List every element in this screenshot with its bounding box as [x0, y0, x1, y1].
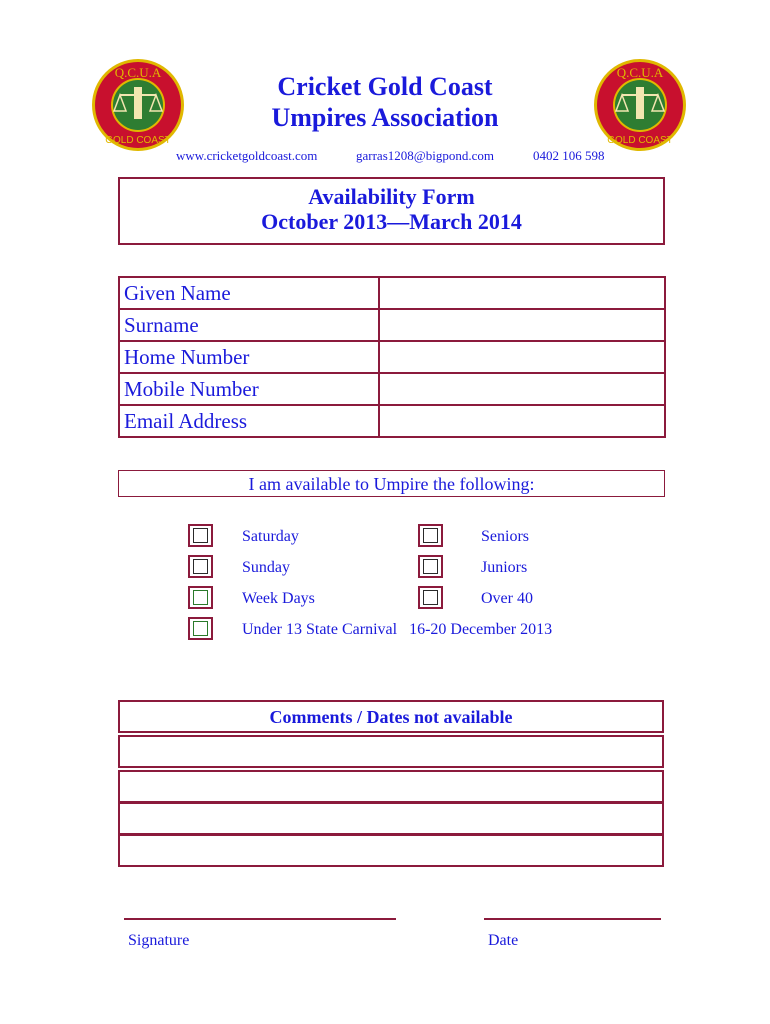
week-days-checkbox[interactable] — [188, 586, 213, 609]
week-days-label: Week Days — [242, 590, 315, 607]
carnival-label: Under 13 State Carnival 16-20 December 2013 — [242, 621, 553, 638]
website-link[interactable]: www.cricketgoldcoast.com — [176, 148, 318, 163]
date-label: Date — [488, 932, 519, 949]
home-number-label: Home Number — [119, 341, 379, 373]
mobile-number-field[interactable] — [379, 373, 665, 405]
comments-heading: Comments / Dates not available — [118, 700, 664, 733]
phone-number: 0402 106 598 — [533, 148, 605, 163]
juniors-checkbox[interactable] — [418, 555, 443, 578]
logo-bottom-text: GOLD COAST — [607, 135, 673, 146]
table-row — [119, 309, 665, 341]
logo-top-text: Q.C.U.A — [114, 65, 162, 80]
juniors-label: Juniors — [481, 559, 528, 576]
availability-heading: I am available to Umpire the following: — [118, 470, 665, 497]
email-address-label: Email Address — [119, 405, 379, 437]
comments-line-1[interactable] — [118, 735, 664, 768]
table-row — [119, 277, 665, 309]
logo-bottom-text: GOLD COAST — [105, 135, 171, 146]
over-40-label: Over 40 — [481, 590, 533, 607]
date-line[interactable] — [484, 918, 661, 920]
table-row — [119, 373, 665, 405]
comments-line-2[interactable] — [118, 770, 664, 803]
email-address-field[interactable] — [379, 405, 665, 437]
form-title-line1: Availability Form — [308, 184, 475, 209]
given-name-field[interactable] — [379, 277, 665, 309]
saturday-label: Saturday — [242, 528, 299, 545]
surname-label: Surname — [119, 309, 379, 341]
table-row — [119, 405, 665, 437]
comments-line-4[interactable] — [118, 834, 664, 867]
table-row — [119, 341, 665, 373]
sunday-label: Sunday — [242, 559, 290, 576]
over-40-checkbox[interactable] — [418, 586, 443, 609]
org-title-line1: Cricket Gold Coast — [277, 72, 493, 101]
org-title-line2: Umpires Association — [271, 103, 499, 132]
saturday-checkbox[interactable] — [188, 524, 213, 547]
form-title-box — [118, 177, 665, 245]
personal-details-table — [118, 276, 666, 438]
carnival-checkbox[interactable] — [188, 617, 213, 640]
seniors-checkbox[interactable] — [418, 524, 443, 547]
seniors-label: Seniors — [481, 528, 529, 545]
email-link[interactable]: garras1208@bigpond.com — [356, 148, 494, 163]
form-title-line2: October 2013—March 2014 — [261, 209, 522, 234]
given-name-label: Given Name — [119, 277, 379, 309]
mobile-number-label: Mobile Number — [119, 373, 379, 405]
logo-top-text: Q.C.U.A — [616, 65, 664, 80]
signature-line[interactable] — [124, 918, 396, 920]
signature-label: Signature — [128, 932, 190, 949]
surname-field[interactable] — [379, 309, 665, 341]
home-number-field[interactable] — [379, 341, 665, 373]
sunday-checkbox[interactable] — [188, 555, 213, 578]
comments-line-3[interactable] — [118, 802, 664, 835]
